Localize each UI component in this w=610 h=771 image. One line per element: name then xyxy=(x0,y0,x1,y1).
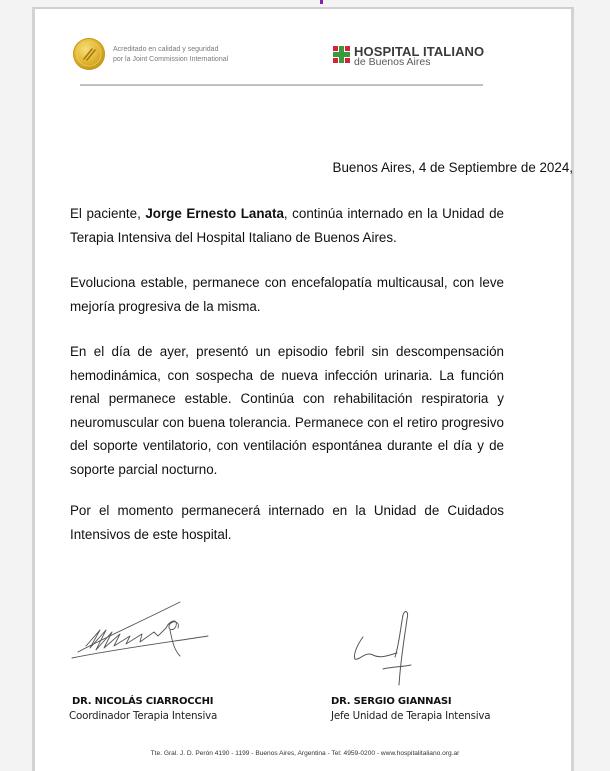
accreditation-line-2: por la Joint Commission International xyxy=(113,55,229,63)
hospital-subtitle: de Buenos Aires xyxy=(354,56,431,68)
signer-role-2: Jefe Unidad de Terapia Intensiva xyxy=(331,710,491,722)
jci-seal-icon xyxy=(73,38,105,70)
signer-name-2: DR. SERGIO GIANNASI xyxy=(331,696,452,707)
header-divider xyxy=(80,84,483,86)
footer-address: Tte. Gral. J. D. Perón 4190 - 1199 - Buenos Aires, Argentina - Tel: 4959-0200 - www.hospitalitaliano.org.ar xyxy=(150,750,460,757)
accreditation-text xyxy=(113,45,293,64)
signer-name-1: DR. NICOLÁS CIARROCCHI xyxy=(72,696,214,707)
letter-date: Buenos Aires, 4 de Septiembre de 2024, xyxy=(332,160,573,175)
signature-giannasi xyxy=(345,605,425,690)
p1-text-before: El paciente, xyxy=(70,206,146,221)
paragraph-details: En el día de ayer, presentó un episodio febril sin descompensación hemodinámica, con sospecha de nueva infección urinaria. La función renal permanece estable. Continúa con rehabilitación respiratoria y neuromuscular con buena tolerancia. Permanece con el retiro progresivo del soporte ventilatorio, con ventilación espontánea durante el día y de soporte parcial nocturno. xyxy=(70,344,504,477)
signer-role-1: Coordinador Terapia Intensiva xyxy=(69,710,218,722)
paragraph-evolution: Evoluciona estable, permanece con encefalopatía multicausal, con leve mejoría progresiva de la misma. xyxy=(70,275,504,314)
signature-ciarrocchi xyxy=(70,600,210,660)
accreditation-line-1: Acreditado en calidad y seguridad xyxy=(113,46,219,53)
paragraph-patient-status xyxy=(70,202,504,249)
hospital-name: HOSPITAL ITALIANO xyxy=(354,44,485,59)
hospital-cross-icon xyxy=(333,46,350,63)
patient-name: Jorge Ernesto Lanata xyxy=(145,206,284,221)
top-edge-marker xyxy=(320,0,323,4)
paragraph-conclusion: Por el momento permanecerá internado en la Unidad de Cuidados Intensivos de este hospital. xyxy=(70,503,504,542)
p1-text-after: , continúa internado en la Unidad de Terapia Intensiva del Hospital Italiano de Buenos Aires. xyxy=(70,206,505,245)
